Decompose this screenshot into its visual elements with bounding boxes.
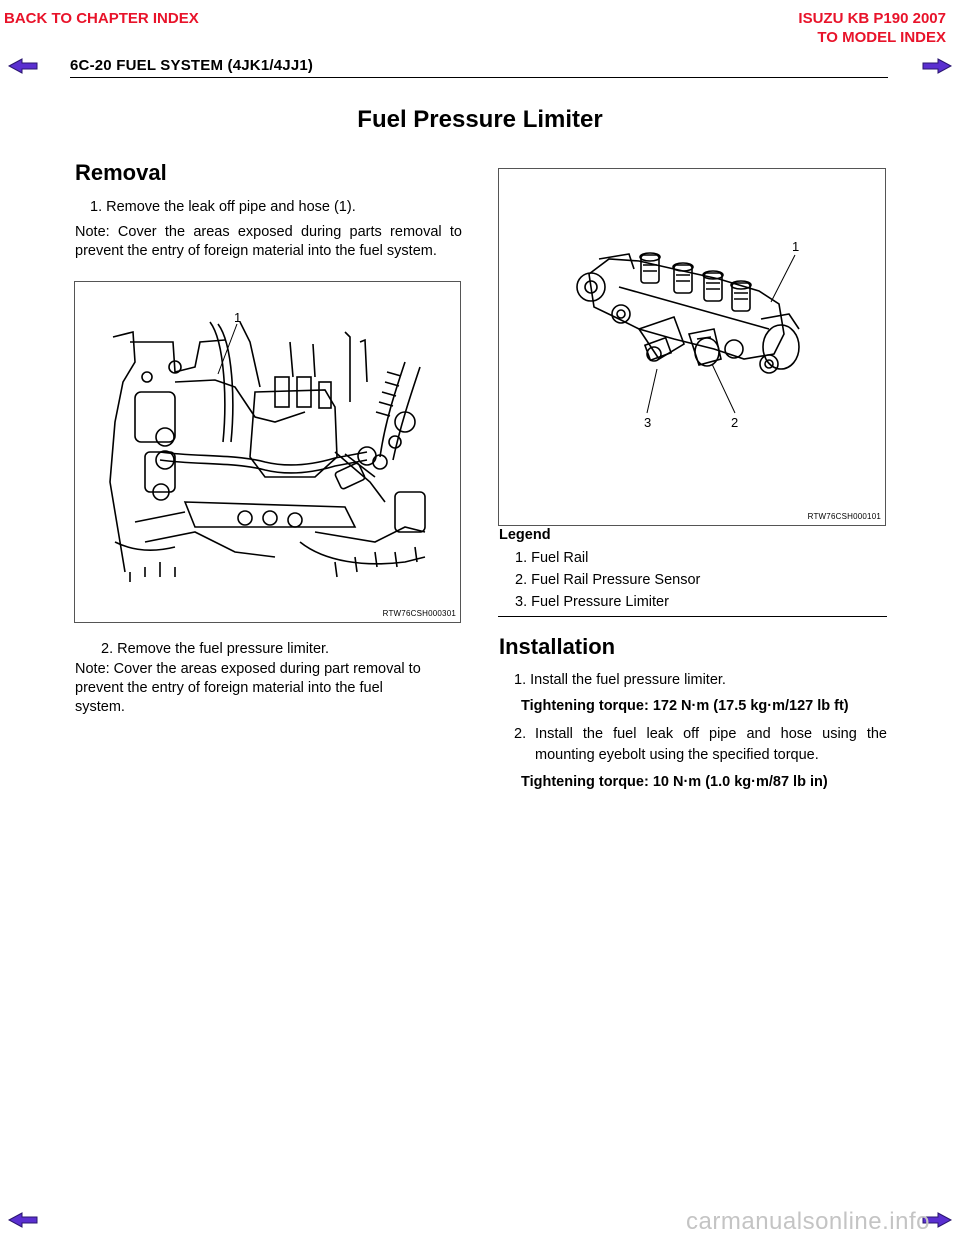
removal-note-2-line-1: Note: Cover the areas exposed during part removal to (75, 661, 421, 677)
figure2-callout-1: 1 (792, 239, 800, 254)
figure-leak-off-pipe (74, 281, 461, 623)
engine-leak-off-pipe-illustration (75, 282, 460, 622)
figure2-code: RTW76CSH000101 (807, 512, 881, 521)
figure-fuel-rail (498, 168, 886, 526)
to-model-index-link[interactable]: TO MODEL INDEX (817, 29, 946, 46)
figure1-callout-1: 1 (234, 310, 242, 325)
removal-step-2: 2. Remove the fuel pressure limiter. (101, 641, 330, 657)
removal-step-1: 1. Remove the leak off pipe and hose (1). (90, 199, 356, 215)
legend-item-3: 3. Fuel Pressure Limiter (515, 594, 669, 610)
legend-rule (498, 616, 887, 617)
installation-torque-1: Tightening torque: 172 N·m (17.5 kg·m/127 lb ft) (521, 698, 849, 714)
page-title: Fuel Pressure Limiter (357, 106, 603, 133)
header-rule (70, 77, 888, 78)
back-to-chapter-index-link[interactable]: BACK TO CHAPTER INDEX (4, 10, 199, 27)
installation-heading: Installation (499, 634, 616, 659)
installation-step-2-line-2: mounting eyebolt using the specified torque. (535, 747, 819, 763)
installation-step-1: 1. Install the fuel pressure limiter. (514, 672, 726, 688)
removal-note-2-line-2: prevent the entry of foreign material into the fuel (75, 680, 383, 696)
figure2-callout-2: 2 (731, 415, 739, 430)
legend-title: Legend (499, 527, 551, 543)
model-title-link[interactable]: ISUZU KB P190 2007 (798, 10, 946, 27)
fuel-rail-illustration (499, 169, 885, 525)
installation-step-2-number: 2. (514, 726, 527, 742)
previous-page-arrow-icon[interactable] (8, 58, 38, 74)
legend-item-2: 2. Fuel Rail Pressure Sensor (515, 572, 701, 588)
figure2-callout-3: 3 (644, 415, 652, 430)
next-page-arrow-icon[interactable] (922, 58, 952, 74)
removal-heading: Removal (75, 160, 167, 185)
section-header-title: 6C-20 FUEL SYSTEM (4JK1/4JJ1) (70, 57, 314, 74)
figure1-code: RTW76CSH000301 (382, 609, 456, 618)
footer-watermark: carmanualsonline.info (686, 1208, 930, 1235)
previous-page-arrow-bottom-icon[interactable] (8, 1212, 38, 1228)
installation-torque-2: Tightening torque: 10 N·m (1.0 kg·m/87 lb in) (521, 774, 828, 790)
removal-note-1: Note: Cover the areas exposed during parts removal to prevent the entry of foreign material into the fuel system. (75, 224, 462, 259)
legend-item-1: 1. Fuel Rail (515, 550, 589, 566)
removal-note-2-line-3: system. (75, 699, 125, 715)
installation-step-2-line-1: Install the fuel leak off pipe and hose using the (535, 726, 887, 742)
